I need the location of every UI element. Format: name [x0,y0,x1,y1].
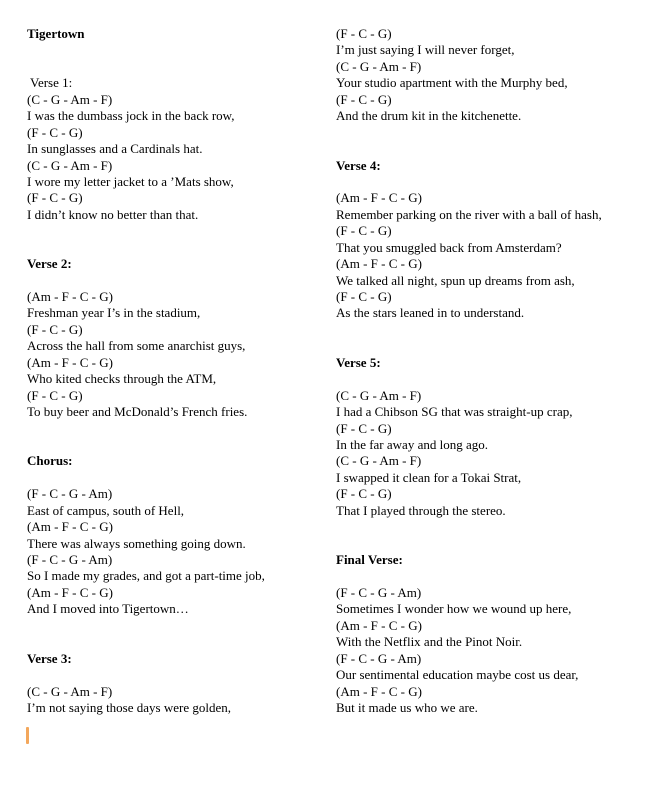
chord-line: (Am - F - C - G) [27,519,113,535]
blank-line [336,125,642,141]
lyric-line: We talked all night, spun up dreams from ash, [336,272,575,288]
chord-line: (Am - F - C - G) [27,354,113,370]
chord-line: (C - G - Am - F) [336,58,422,74]
section-heading: Verse 2: [27,256,72,272]
lyric-line: Remember parking on the river with a ball of hash, [336,206,602,222]
chord-line: (F - C - G - Am) [27,552,113,567]
lyric-line: As the stars leaned in to understand. [336,305,525,321]
lyric-line: I had a Chibson SG that was straight-up crap, [336,404,573,420]
chord-line: (C - G - Am - F) [336,453,422,469]
lyric-line: To buy beer and McDonald’s French fries. [27,404,248,420]
chord-line: (F - C - G) [27,387,83,403]
chord-line: (C - G - Am - F) [336,387,422,403]
blank-line [336,174,642,190]
lyric-line: I’m just saying I will never forget, [336,42,515,58]
blank-line [336,536,642,552]
blank-line [336,322,642,338]
chord-line: (F - C - G - Am) [27,486,113,502]
chord-line: (F - C - G) [336,91,392,107]
chord-line: (Am - F - C - G) [336,256,422,272]
lyric-line: That you smuggled back from Amsterdam? [336,239,562,255]
section-heading: Verse 5: [336,354,381,370]
lyric-line: Sometimes I wonder how we wound up here, [336,601,572,617]
section-heading: Final Verse: [336,552,403,567]
blank-line [336,568,642,584]
lyric-line: Freshman year I’s in the stadium, [27,305,201,321]
blank-line [27,421,329,437]
chord-line: (Am - F - C - G) [27,584,113,600]
lyric-line: Who kited checks through the ATM, [27,371,217,387]
lyric-line: And the drum kit in the kitchenette. [336,108,522,124]
blank-line [336,141,642,157]
chord-line: (C - G - Am - F) [27,157,113,173]
blank-line [27,240,329,256]
lyric-line: I wore my letter jacket to a ’Mats show, [27,173,234,189]
section-heading: Verse 4: [336,157,381,173]
chord-line: (F - C - G) [336,223,392,239]
text-caret [26,727,29,744]
lyric-line: I’m not saying those days were golden, [27,699,231,715]
lyric-line: I didn’t know no better than that. [27,206,199,222]
blank-line [27,437,329,453]
blank-line [336,338,642,354]
chord-line: (F - C - G - Am) [336,584,422,600]
blank-line [27,42,329,58]
chord-line: (F - C - G - Am) [336,650,422,666]
chord-line: (C - G - Am - F) [27,683,113,699]
chord-line: (F - C - G) [336,486,392,502]
blank-line [27,59,329,75]
lyric-line: So I made my grades, and got a part-time job, [27,568,265,584]
blank-line [336,371,642,387]
section-heading: Chorus: [27,453,73,469]
blank-line [27,634,329,650]
blank-line [27,618,329,634]
lyric-line: Verse 1: [27,75,73,91]
chord-line: (F - C - G) [27,190,83,206]
blank-line [336,519,642,535]
lyric-line: In sunglasses and a Cardinals hat. [27,141,203,157]
column-right [336,26,642,716]
blank-line [27,223,329,239]
lyric-line: But it made us who we are. [336,699,478,715]
chord-line: (Am - F - C - G) [336,683,422,699]
chord-line: (F - C - G) [336,289,392,304]
chord-line: (F - C - G) [27,321,83,337]
chord-line: (F - C - G) [27,124,83,140]
lyric-line: And I moved into Tigertown… [27,601,189,617]
chord-line: (F - C - G) [336,26,392,41]
chord-line: (Am - F - C - G) [336,190,422,206]
section-heading: Verse 3: [27,650,72,666]
chord-line: (Am - F - C - G) [27,289,113,304]
lyric-line: I swapped it clean for a Tokai Strat, [336,469,522,485]
lyric-line: Your studio apartment with the Murphy bed, [336,75,568,91]
lyric-line: In the far away and long ago. [336,436,488,452]
blank-line [27,470,329,486]
lyric-line: I was the dumbass jock in the back row, [27,108,235,124]
blank-line [27,667,329,683]
blank-line [27,273,329,289]
lyric-line: Across the hall from some anarchist guys, [27,338,246,354]
lyric-line: East of campus, south of Hell, [27,502,185,518]
lyric-line: That I played through the stereo. [336,502,506,518]
lyric-line: Our sentimental education maybe cost us dear, [336,667,579,683]
column-left [27,26,329,716]
lyric-line: There was always something going down. [27,535,246,551]
chord-line: (F - C - G) [336,420,392,436]
chord-line: (Am - F - C - G) [336,617,422,633]
chord-line: (C - G - Am - F) [27,91,113,107]
song-title: Tigertown [27,26,85,41]
lyric-line: With the Netflix and the Pinot Noir. [336,634,523,650]
